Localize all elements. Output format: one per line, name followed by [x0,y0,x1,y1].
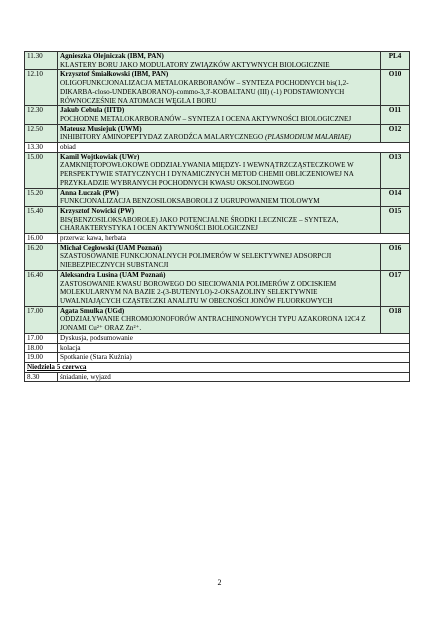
row-content [58,70,381,106]
talk-code: O12 [381,124,410,142]
speaker-name: Agata Smulka (UGd) [60,306,125,315]
row-time: 16.40 [25,270,58,306]
speaker-name: Mateusz Musiejuk (UWM) [60,124,142,133]
row-time: 16.00 [25,234,58,244]
talk-title: KLASTERY BORU JAKO MODULATORY ZWIĄZKÓW AKTYWNYCH BIOLOGICZNIE [60,60,330,69]
row-time: 17.00 [25,333,58,343]
talk-code: O14 [381,188,410,206]
row-time: 12.30 [25,106,58,124]
schedule-body [25,52,410,382]
talk-code: O13 [381,152,410,188]
schedule-row-talk [25,52,410,70]
talk-title: ZASTOSOWANIE KWASU BOROWEGO DO SIECIOWANIA POLIMERÓW Z ODCISKIEM MOLEKULARNYM NA BAZIE 2-(3-BUTENYLO)-2-OKSAZOLINY SELEKTYWNIE UWALNIAJĄCYCH CZĄSTECZKI ANALITU W OBECNOŚCI JONÓW FLUORKOWYCH [60,279,337,305]
row-time: 17.00 [25,306,58,333]
row-time: 15.20 [25,188,58,206]
talk-title: ZAMKNIĘTOPOWŁOKOWE ODDZIAŁYWANIA MIĘDZY- I WEWNĄTRZCZĄSTECZKOWE W PERSPEKTYWIE STATYCZNYCH I DYNAMICZNYCH METOD CHEMII OBLICZENIOWEJ NA PRZYKŁADZIE WYBRANYCH POCHODNYCH KWASU OKSOLINOWEGO [60,161,354,187]
row-content [58,206,381,233]
talk-code: O18 [381,306,410,333]
schedule-row-talk [25,206,410,233]
schedule-row-plain [25,333,410,343]
row-time: 19.00 [25,353,58,363]
talk-title: ODDZIAŁYWANIE CHROMOJONOFORÓW ANTRACHINONOWYCH TYPU AZAKORONA 12C4 Z JONAMI Cu²⁺ ORAZ Zn²⁺. [60,315,366,333]
schedule-row-plain [25,372,410,382]
row-time: 18.00 [25,343,58,353]
speaker-name: Kamil Wojtkowiak (UWr) [60,152,140,161]
row-time: 12.10 [25,70,58,106]
schedule-day-header [25,362,410,372]
row-content [58,152,381,188]
schedule-row-plain [25,143,410,153]
row-time: 11.30 [25,52,58,70]
talk-title-italic: (PLASMODIUM MALARIAE) [264,133,352,142]
row-content [58,124,381,142]
talk-code: PL4 [381,52,410,70]
schedule-row-plain [25,234,410,244]
schedule-row-talk [25,188,410,206]
schedule-row-talk [25,243,410,270]
row-content [58,52,381,70]
schedule-row-talk [25,152,410,188]
row-text: kolacja [58,343,410,353]
row-content [58,188,381,206]
schedule-row-talk [25,124,410,142]
talk-title: POCHODNE METALOKARBORANÓW – SYNTEZA I OCENA AKTYWNOŚCI BIOLOGICZNEJ [60,114,352,123]
talk-code: O17 [381,270,410,306]
speaker-name: Krzysztof Nowicki (PW) [60,206,135,215]
schedule-row-plain [25,353,410,363]
speaker-name: Agnieszka Olejniczak (IBM, PAN) [60,52,164,60]
row-time: 13.30 [25,143,58,153]
row-time: 8.30 [25,372,58,382]
row-time: 15.40 [25,206,58,233]
speaker-name: Anna Łuczak (PW) [60,188,119,197]
speaker-name: Michał Cegłowski (UAM Poznań) [60,243,162,252]
speaker-name: Krzysztof Śmiałkowski (IBM, PAN) [60,70,169,79]
row-time: 12.50 [25,124,58,142]
row-content [58,270,381,306]
row-time: 16.20 [25,243,58,270]
talk-title-main: INHIBITORY AMINOPEPTYDAZ ZARODŹCA MALARYCZNEGO [60,133,264,142]
row-text: obiad [58,143,410,153]
schedule-row-plain [25,343,410,353]
page-number: 2 [217,578,222,587]
row-text: Spotkanie (Stara Kuźnia) [58,353,410,363]
schedule-row-talk [25,70,410,106]
talk-title: OLIGOFUNKCJONALIZACJA METALOKARBORANÓW – SYNTEZA POCHODNYCH bis(1,2-DIKARBA-closo-UNDEKABORANO)-commo-3,3'-KOBALTANU (III) (-1) PODSTAWIONYCH RÓWNOCZEŚNIE NA ATOMACH WĘGLA I BORU [60,79,349,105]
schedule-table [24,51,410,382]
row-text: przerwa: kawa, herbata [58,234,410,244]
row-text: śniadanie, wyjazd [58,372,410,382]
day-label: Niedziela 5 czerwca [25,362,410,372]
talk-title: FUNKCJONALIZACJA BENZOSILOKSABOROLI Z UGRUPOWANIEM TIOLOWYM [60,197,320,206]
schedule-row-talk [25,270,410,306]
row-content [58,106,381,124]
row-content [58,306,381,333]
talk-title [60,133,378,142]
talk-code: O16 [381,243,410,270]
talk-code: O15 [381,206,410,233]
talk-title: BIS(BENZOSILOKSABOROLE) JAKO POTENCJALNE ŚRODKI LECZNICZE – SYNTEZA, CHARAKTERYSTYKA I OCEN AKTYWNOŚCI BIOLOGICZNEJ [60,215,339,233]
talk-code: O11 [381,106,410,124]
row-text: Dyskusja, podsumowanie [58,333,410,343]
row-time: 15.00 [25,152,58,188]
talk-code: O10 [381,70,410,106]
schedule-row-talk [25,306,410,333]
talk-title: SZASTOSOWANIE FUNKCJONALNYCH POLIMERÓW W SELEKTYWNEJ ADSORPCJI NIEBEZPIECZNYCH SUBSTANCJI [60,252,332,270]
schedule-row-talk [25,106,410,124]
row-content [58,243,381,270]
speaker-name: Jakub Cebula (IITD) [60,106,125,115]
speaker-name: Aleksandra Lusina (UAM Poznań) [60,270,166,279]
